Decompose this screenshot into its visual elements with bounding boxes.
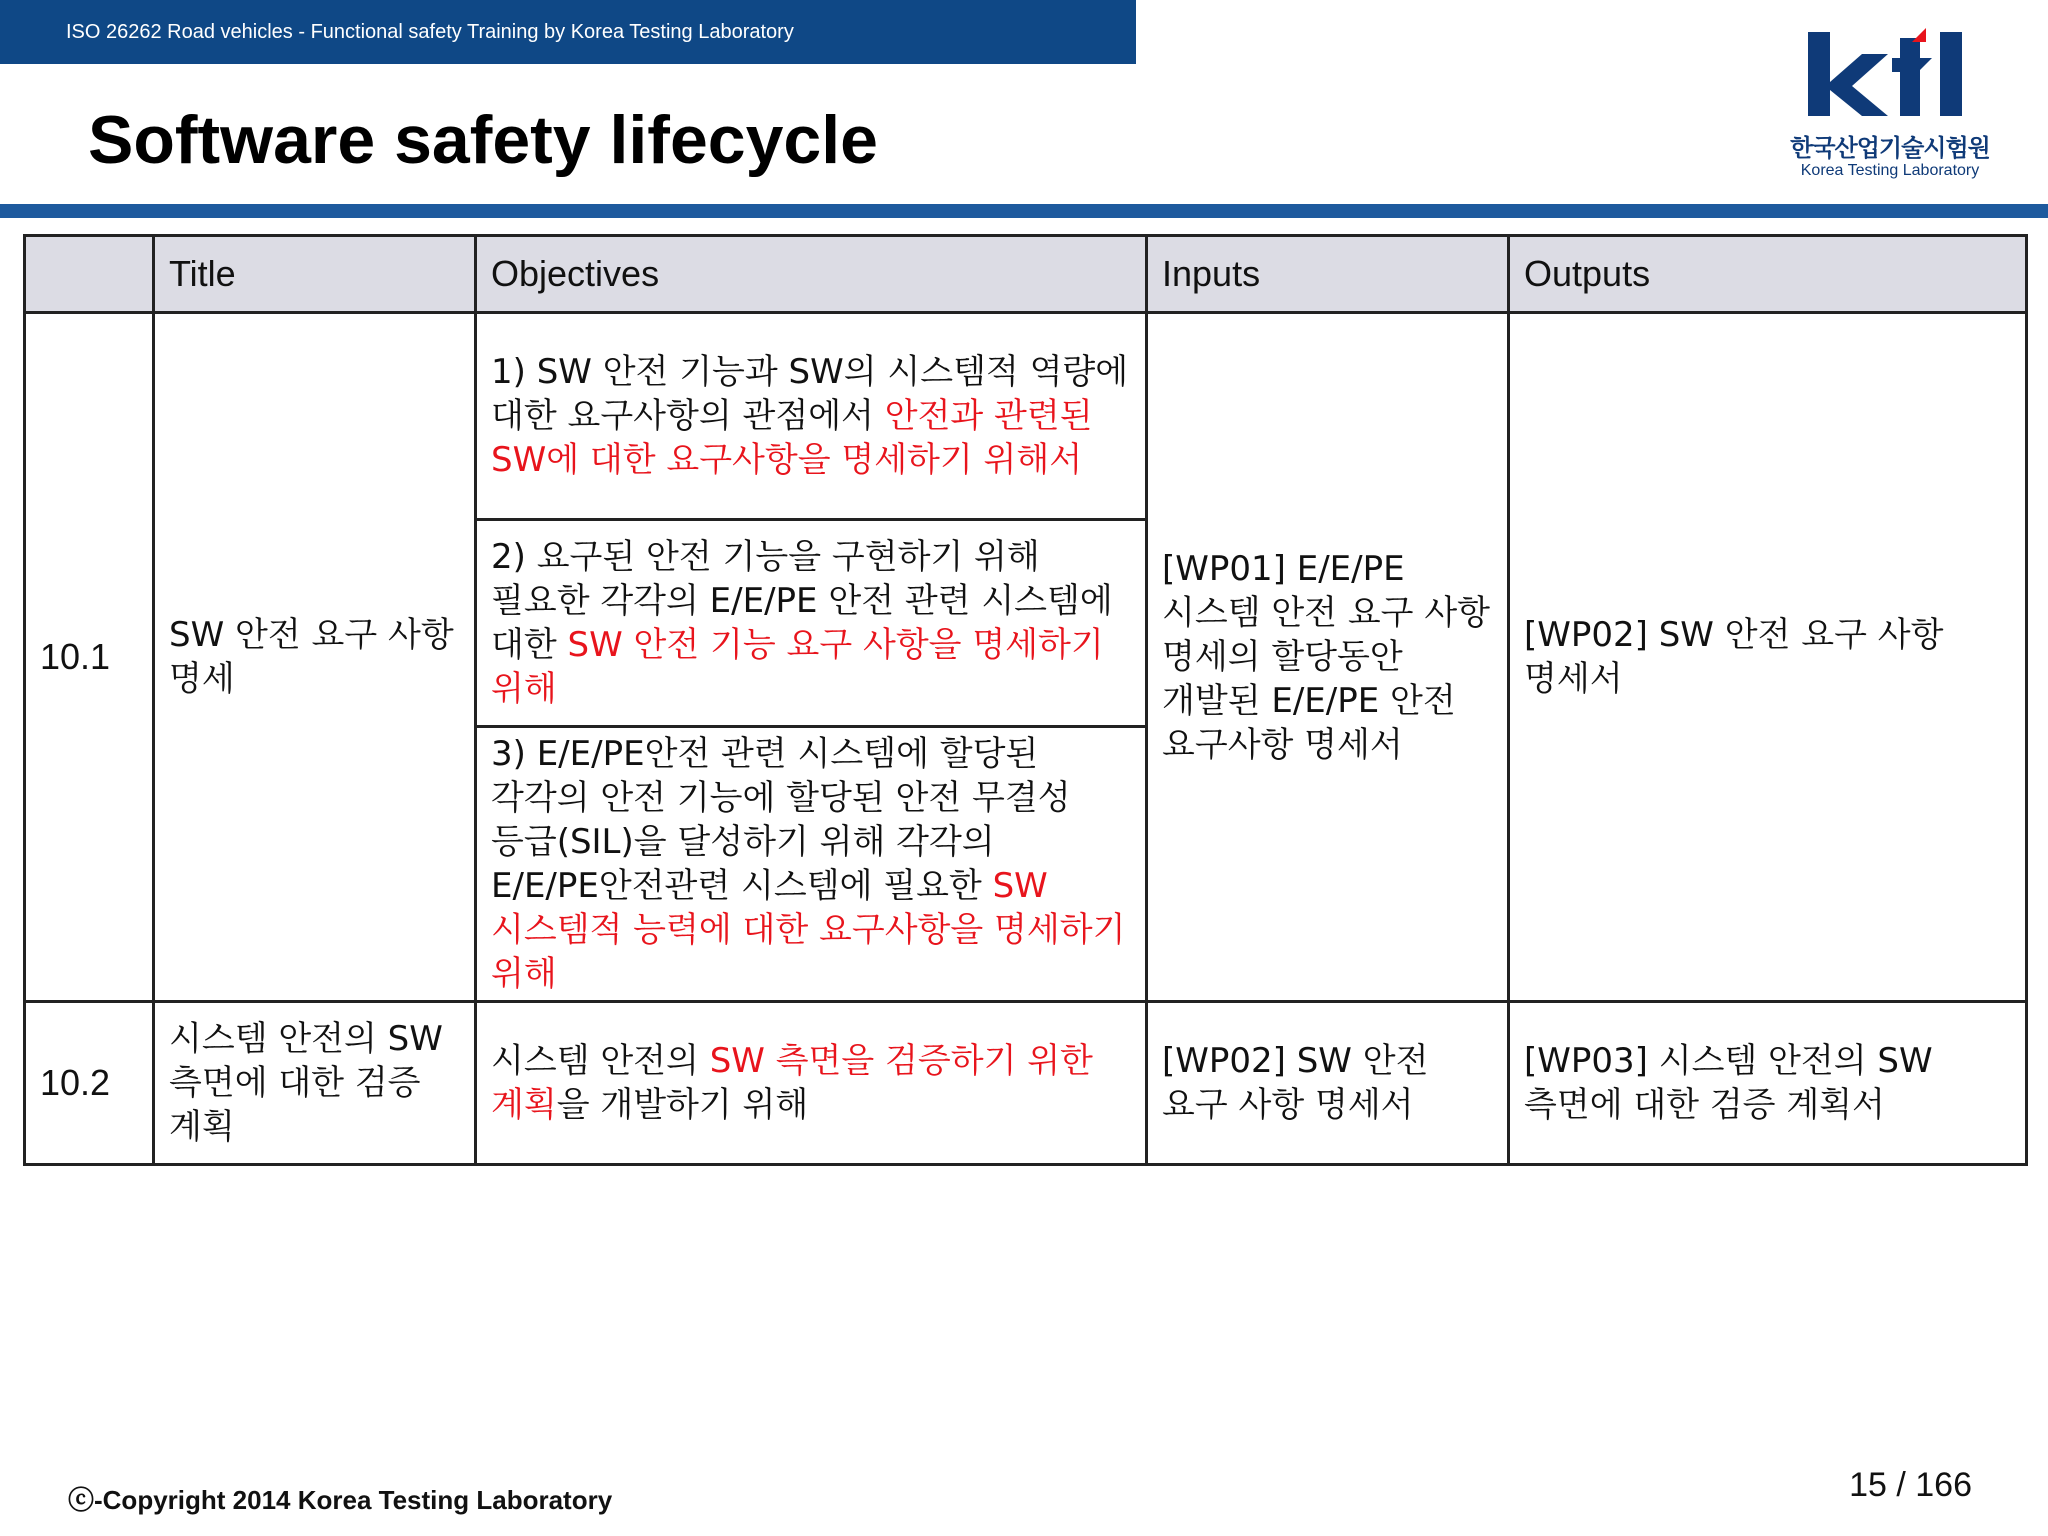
clause-number: 10.1: [25, 313, 154, 1002]
objective-text: 시스템 안전의: [491, 1041, 710, 1081]
clause-number: 10.2: [25, 1002, 154, 1165]
header-clause: [25, 236, 154, 313]
lifecycle-table: [23, 234, 2028, 1166]
outputs-cell: [WP02] SW 안전 요구 사항 명세서: [1509, 313, 2027, 1002]
objective-cell: [476, 727, 1147, 1002]
objective-highlight: SW 시스템적 능력에 대한 요구사항을 명세하기 위해: [491, 866, 1126, 994]
top-banner: [0, 0, 1136, 64]
objective-highlight: SW 안전 기능 요구 사항을 명세하기 위해: [491, 625, 1104, 709]
objective-text: 3) E/E/PE안전 관련 시스템에 할당된 각각의 안전 기능에 할당된 안전 무결성 등급(SIL)을 달성하기 위해 각각의 E/E/PE안전관련 시스템에 필요한: [491, 734, 1071, 906]
ktl-logo: [1780, 28, 2000, 188]
logo-korean-name: 한국산업기술시험원: [1790, 134, 1990, 162]
logo-english-name: Korea Testing Laboratory: [1800, 162, 1980, 179]
page-title: Software safety lifecycle: [88, 102, 878, 178]
row-title: 시스템 안전의 SW 측면에 대한 검증 계획: [154, 1002, 476, 1165]
row-title: SW 안전 요구 사항 명세: [154, 313, 476, 1002]
objective-highlight: SW 측면을 검증하기 위한 계획: [491, 1041, 1093, 1125]
table-row: [25, 313, 2027, 520]
objective-text: 2) 요구된 안전 기능을 구현하기 위해 필요한 각각의 E/E/PE 안전 관련 시스템에 대한: [491, 537, 1113, 665]
objective-text: 1) SW 안전 기능과 SW의 시스템적 역량에 대한 요구사항의 관점에서: [491, 352, 1129, 436]
copyright-notice: ⓒ-Copyright 2014 Korea Testing Laboratory: [68, 1485, 613, 1515]
objective-cell: [476, 1002, 1147, 1165]
objective-highlight: 안전과 관련된 SW에 대한 요구사항을 명세하기 위해서: [491, 396, 1093, 480]
table-header-row: [25, 236, 2027, 313]
page-number: 15 / 166: [1849, 1466, 1972, 1504]
objective-text-trail: 을 개발하기 위해: [556, 1085, 809, 1125]
ktl-wordmark-icon: [1808, 28, 1972, 124]
table-row: [25, 1002, 2027, 1165]
outputs-cell: [WP03] 시스템 안전의 SW 측면에 대한 검증 계획서: [1509, 1002, 2027, 1165]
header-objectives: Objectives: [476, 236, 1147, 313]
objective-cell: [476, 313, 1147, 520]
header-divider: [0, 204, 2048, 218]
inputs-cell: [WP01] E/E/PE 시스템 안전 요구 사항 명세의 할당동안 개발된 E/E/PE 안전 요구사항 명세서: [1147, 313, 1509, 1002]
header-outputs: Outputs: [1509, 236, 2027, 313]
inputs-cell: [WP02] SW 안전 요구 사항 명세서: [1147, 1002, 1509, 1165]
header-inputs: Inputs: [1147, 236, 1509, 313]
header-title: Title: [154, 236, 476, 313]
banner-text: ISO 26262 Road vehicles - Functional safety Training by Korea Testing Laboratory: [66, 21, 794, 43]
objective-cell: [476, 520, 1147, 727]
